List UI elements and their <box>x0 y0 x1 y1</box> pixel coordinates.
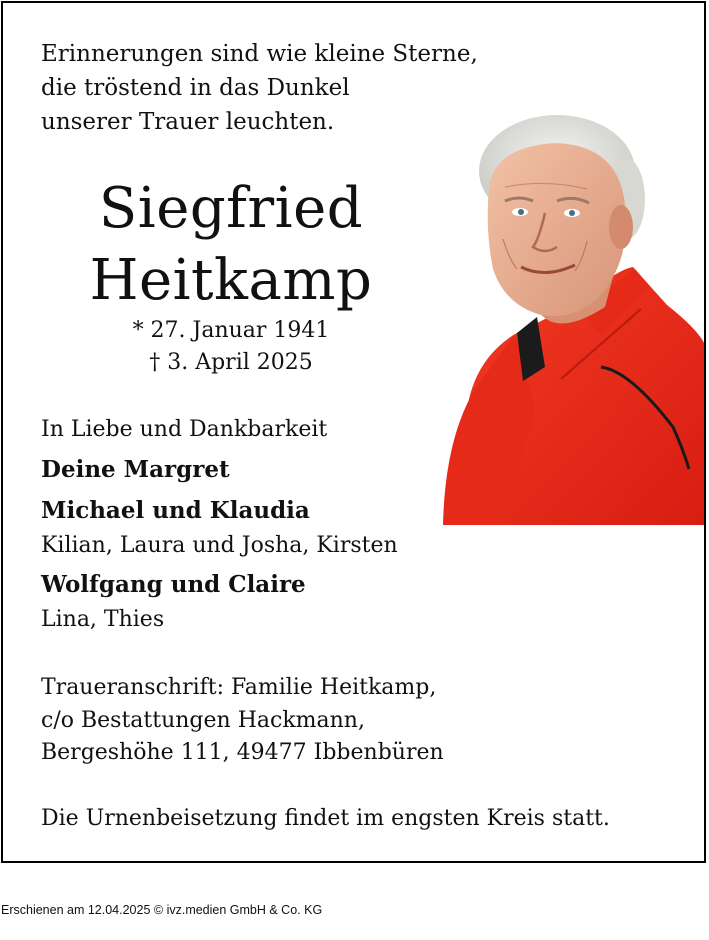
address-line: c/o Bestattungen Hackmann, <box>41 708 365 733</box>
address-line: Bergeshöhe 111, 49477 Ibbenbüren <box>41 740 444 765</box>
mourner-spouse: Deine Margret <box>41 456 230 483</box>
quote-line: Erinnerungen sind wie kleine Sterne, <box>41 41 478 67</box>
deceased-first-name: Siegfried <box>98 176 364 241</box>
closing-note: Die Urnenbeisetzung findet im engsten Kreis statt. <box>41 806 610 831</box>
life-dates <box>3 315 459 379</box>
deceased-last-name: Heitkamp <box>89 248 373 313</box>
mourner-children: Wolfgang und Claire <box>41 571 306 598</box>
quote-line: unserer Trauer leuchten. <box>41 109 335 135</box>
address-line: Traueranschrift: Familie Heitkamp, <box>41 675 437 700</box>
mourner-grandchildren: Lina, Thies <box>41 607 165 632</box>
mourner-children: Michael und Klaudia <box>41 497 310 524</box>
death-date: † 3. April 2025 <box>149 350 313 375</box>
publication-footer: Erschienen am 12.04.2025 © ivz.medien GmbH & Co. KG <box>1 903 323 917</box>
mourner-grandchildren: Kilian, Laura und Josha, Kirsten <box>41 533 398 558</box>
quote-line: die tröstend in das Dunkel <box>41 75 350 101</box>
obituary-notice <box>1 1 706 863</box>
birth-date: * 27. Januar 1941 <box>132 318 330 343</box>
intro-line: In Liebe und Dankbarkeit <box>41 417 328 442</box>
